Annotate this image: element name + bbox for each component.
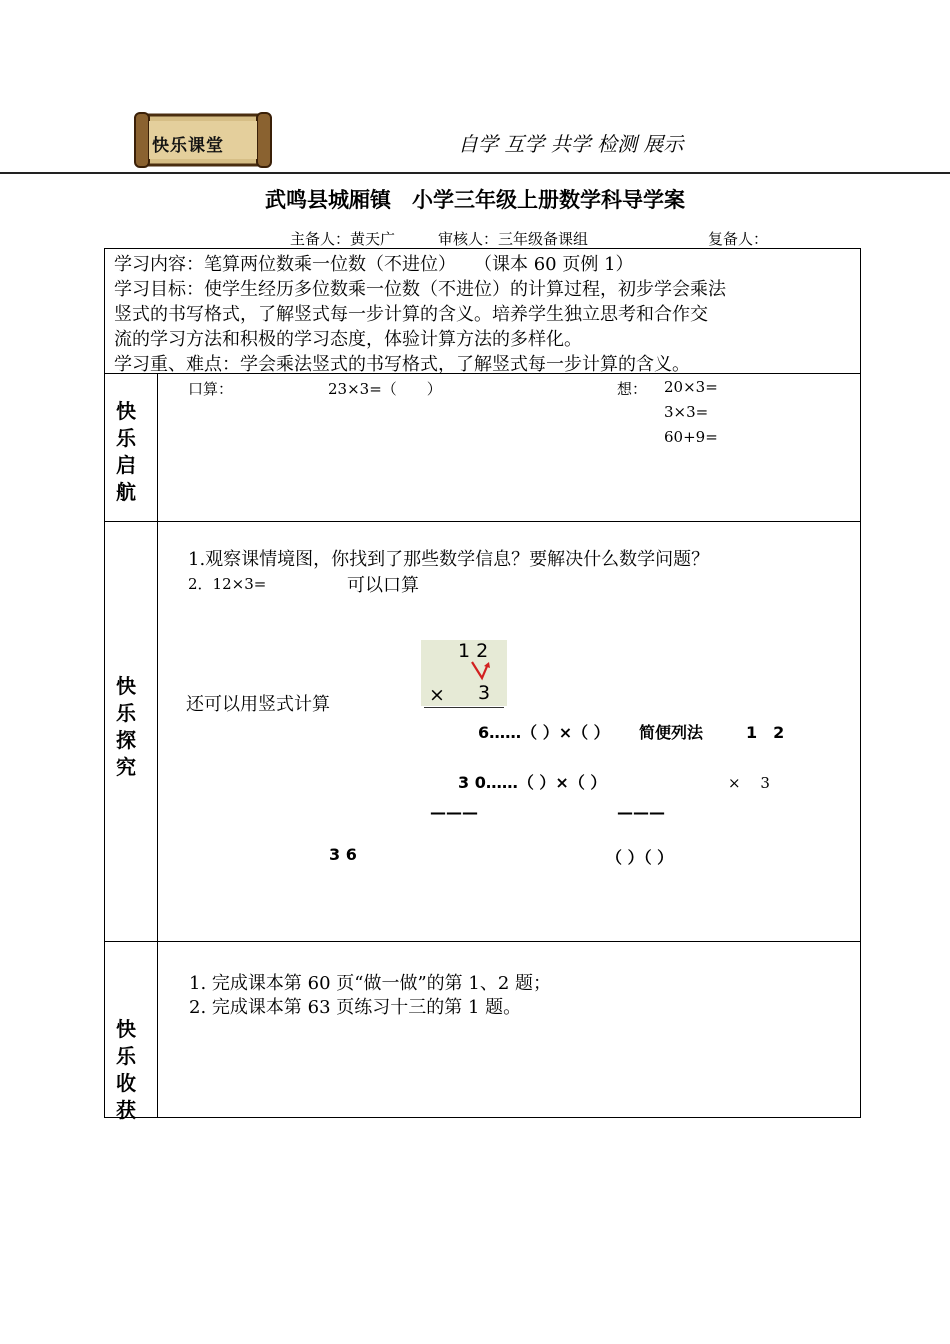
table-border-left — [104, 248, 105, 1118]
arrow-icon — [468, 658, 498, 684]
label-char: 快 — [116, 1017, 136, 1041]
simple-multiplier: × 3 — [728, 774, 770, 792]
table-row-divider — [104, 941, 861, 942]
section-label-launch — [110, 398, 142, 506]
image-multiply-sign: × — [429, 684, 445, 706]
label-char: 探 — [116, 728, 136, 752]
image-bottom-number: 3 — [478, 682, 491, 704]
section-label-harvest — [110, 1016, 142, 1124]
key-points: 学习重、难点：学会乘法竖式的书写格式，了解竖式每一步计算的含义。 — [114, 354, 690, 375]
learning-goal-line: 流的学习方法和积极的学习态度，体验计算方法的多样化。 — [114, 329, 582, 350]
oral-label: 口算： — [188, 380, 234, 398]
task-1: 1. 完成课本第 60 页“做一做”的第 1、2 题； — [189, 973, 551, 994]
vertical-calc-prompt: 还可以用竖式计算 — [186, 694, 330, 715]
co-preparer: 复备人： — [708, 230, 769, 248]
result: 3 6 — [329, 845, 357, 864]
table-row-divider — [104, 521, 861, 522]
learning-content: 学习内容：笔算两位数乘一位数（不进位） （课本 60 页例 1） — [114, 254, 634, 275]
header-slogan: 自学 互学 共学 检测 展示 — [458, 132, 684, 156]
image-underline — [424, 707, 504, 708]
label-char: 获 — [116, 1098, 136, 1122]
reviewer: 审核人：三年级备课组 — [438, 230, 589, 248]
label-char: 乐 — [116, 701, 136, 725]
line-1: ——— — [430, 803, 478, 822]
document-title: 武鸣县城厢镇 小学三年级上册数学科导学案 — [265, 188, 685, 212]
table-border-top — [104, 248, 861, 249]
label-char: 航 — [116, 480, 136, 504]
preparer: 主备人：黄天广 — [290, 230, 396, 248]
label-char: 快 — [116, 399, 136, 423]
step-2: 3 0……（ ）×（ ） — [458, 773, 607, 792]
think-line: 20×3= — [664, 378, 718, 396]
simple-result: （ ）（ ） — [606, 848, 674, 867]
image-top-number: 1 2 — [458, 640, 489, 662]
table-border-bottom — [104, 1117, 861, 1118]
oral-expression: 23×3=（ ） — [328, 380, 442, 398]
label-char: 收 — [116, 1071, 136, 1095]
step-1: 6……（ ）×（ ） — [478, 723, 610, 742]
question-2-expression: 2．12×3= — [188, 575, 267, 593]
think-line: 3×3= — [664, 403, 709, 421]
task-2: 2. 完成课本第 63 页练习十三的第 1 题。 — [189, 997, 522, 1018]
simple-method-label: 简便列法 — [639, 723, 704, 742]
table-column-divider — [157, 373, 158, 1118]
label-char: 启 — [116, 453, 136, 477]
line-2: ——— — [617, 803, 665, 822]
question-2-note: 可以口算 — [347, 575, 419, 596]
table-border-right — [860, 248, 861, 1118]
label-char: 快 — [116, 674, 136, 698]
label-char: 乐 — [116, 426, 136, 450]
learning-goal-line: 学习目标：使学生经历多位数乘一位数（不进位）的计算过程，初步学会乘法 — [114, 279, 726, 300]
section-label-explore — [110, 673, 142, 781]
think-line: 60+9= — [664, 428, 718, 446]
question-1: 1.观察课情境图，你找到了那些数学信息？要解决什么数学问题？ — [188, 549, 710, 570]
simple-top-number: 1 2 — [746, 723, 785, 742]
header-divider — [0, 172, 950, 174]
label-char: 究 — [116, 755, 136, 779]
label-char: 乐 — [116, 1044, 136, 1068]
learning-goal-line: 竖式的书写格式，了解竖式每一步计算的含义。培养学生独立思考和合作交 — [114, 304, 708, 325]
think-label: 想： — [617, 380, 648, 398]
badge-label: 快乐课堂 — [152, 136, 224, 156]
